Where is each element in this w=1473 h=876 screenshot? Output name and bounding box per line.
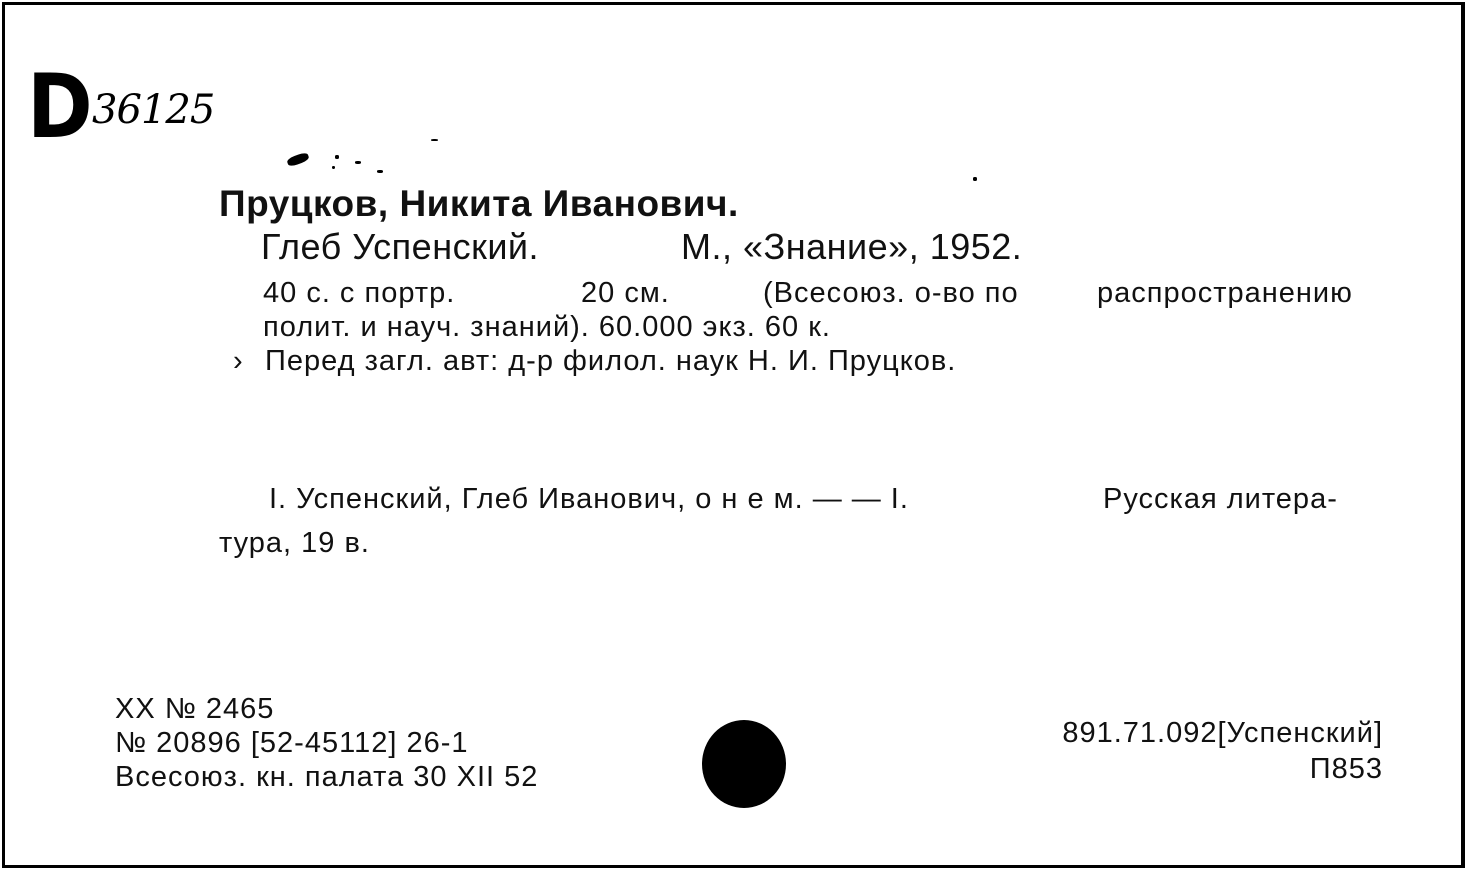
dimensions: 20 см.: [581, 277, 670, 309]
accession-stamp: [27, 55, 215, 158]
author-heading: Пруцков, Никита Иванович.: [219, 183, 739, 224]
order-number: № 20896 [52-45112] 26-1: [115, 727, 469, 759]
stamp-number: 36125: [92, 87, 215, 133]
series-note: (Всесоюз. о-во по: [763, 277, 1019, 309]
author-note: Перед загл. авт: д-р филол. наук Н. И. Пруцков.: [265, 345, 957, 377]
classification-code: 891.71.092[Успенский]: [1062, 717, 1383, 749]
subject-heading-1: I. Успенский, Глеб Иванович, о н е м. — — I.: [269, 483, 909, 515]
book-title: Глеб Успенский.: [261, 226, 540, 267]
pagination: 40 с. с портр.: [263, 277, 456, 309]
stamp-letter: D: [27, 55, 90, 158]
publication-info: М., «Знание», 1952.: [681, 226, 1023, 267]
subject-heading-2: Русская литера-: [1103, 483, 1338, 515]
note-mark: ›: [233, 345, 244, 377]
subject-heading-2-continued: тура, 19 в.: [219, 527, 370, 559]
catalog-card: [2, 2, 1465, 868]
series-note-continued: распространению: [1097, 277, 1353, 309]
author-mark: П853: [1309, 753, 1383, 785]
card-hole: [702, 720, 786, 808]
card-number: XX № 2465: [115, 693, 275, 725]
issuing-chamber: Всесоюз. кн. палата 30 XII 52: [115, 761, 539, 793]
series-and-print-run: полит. и науч. знаний). 60.000 экз. 60 к.: [263, 311, 831, 343]
